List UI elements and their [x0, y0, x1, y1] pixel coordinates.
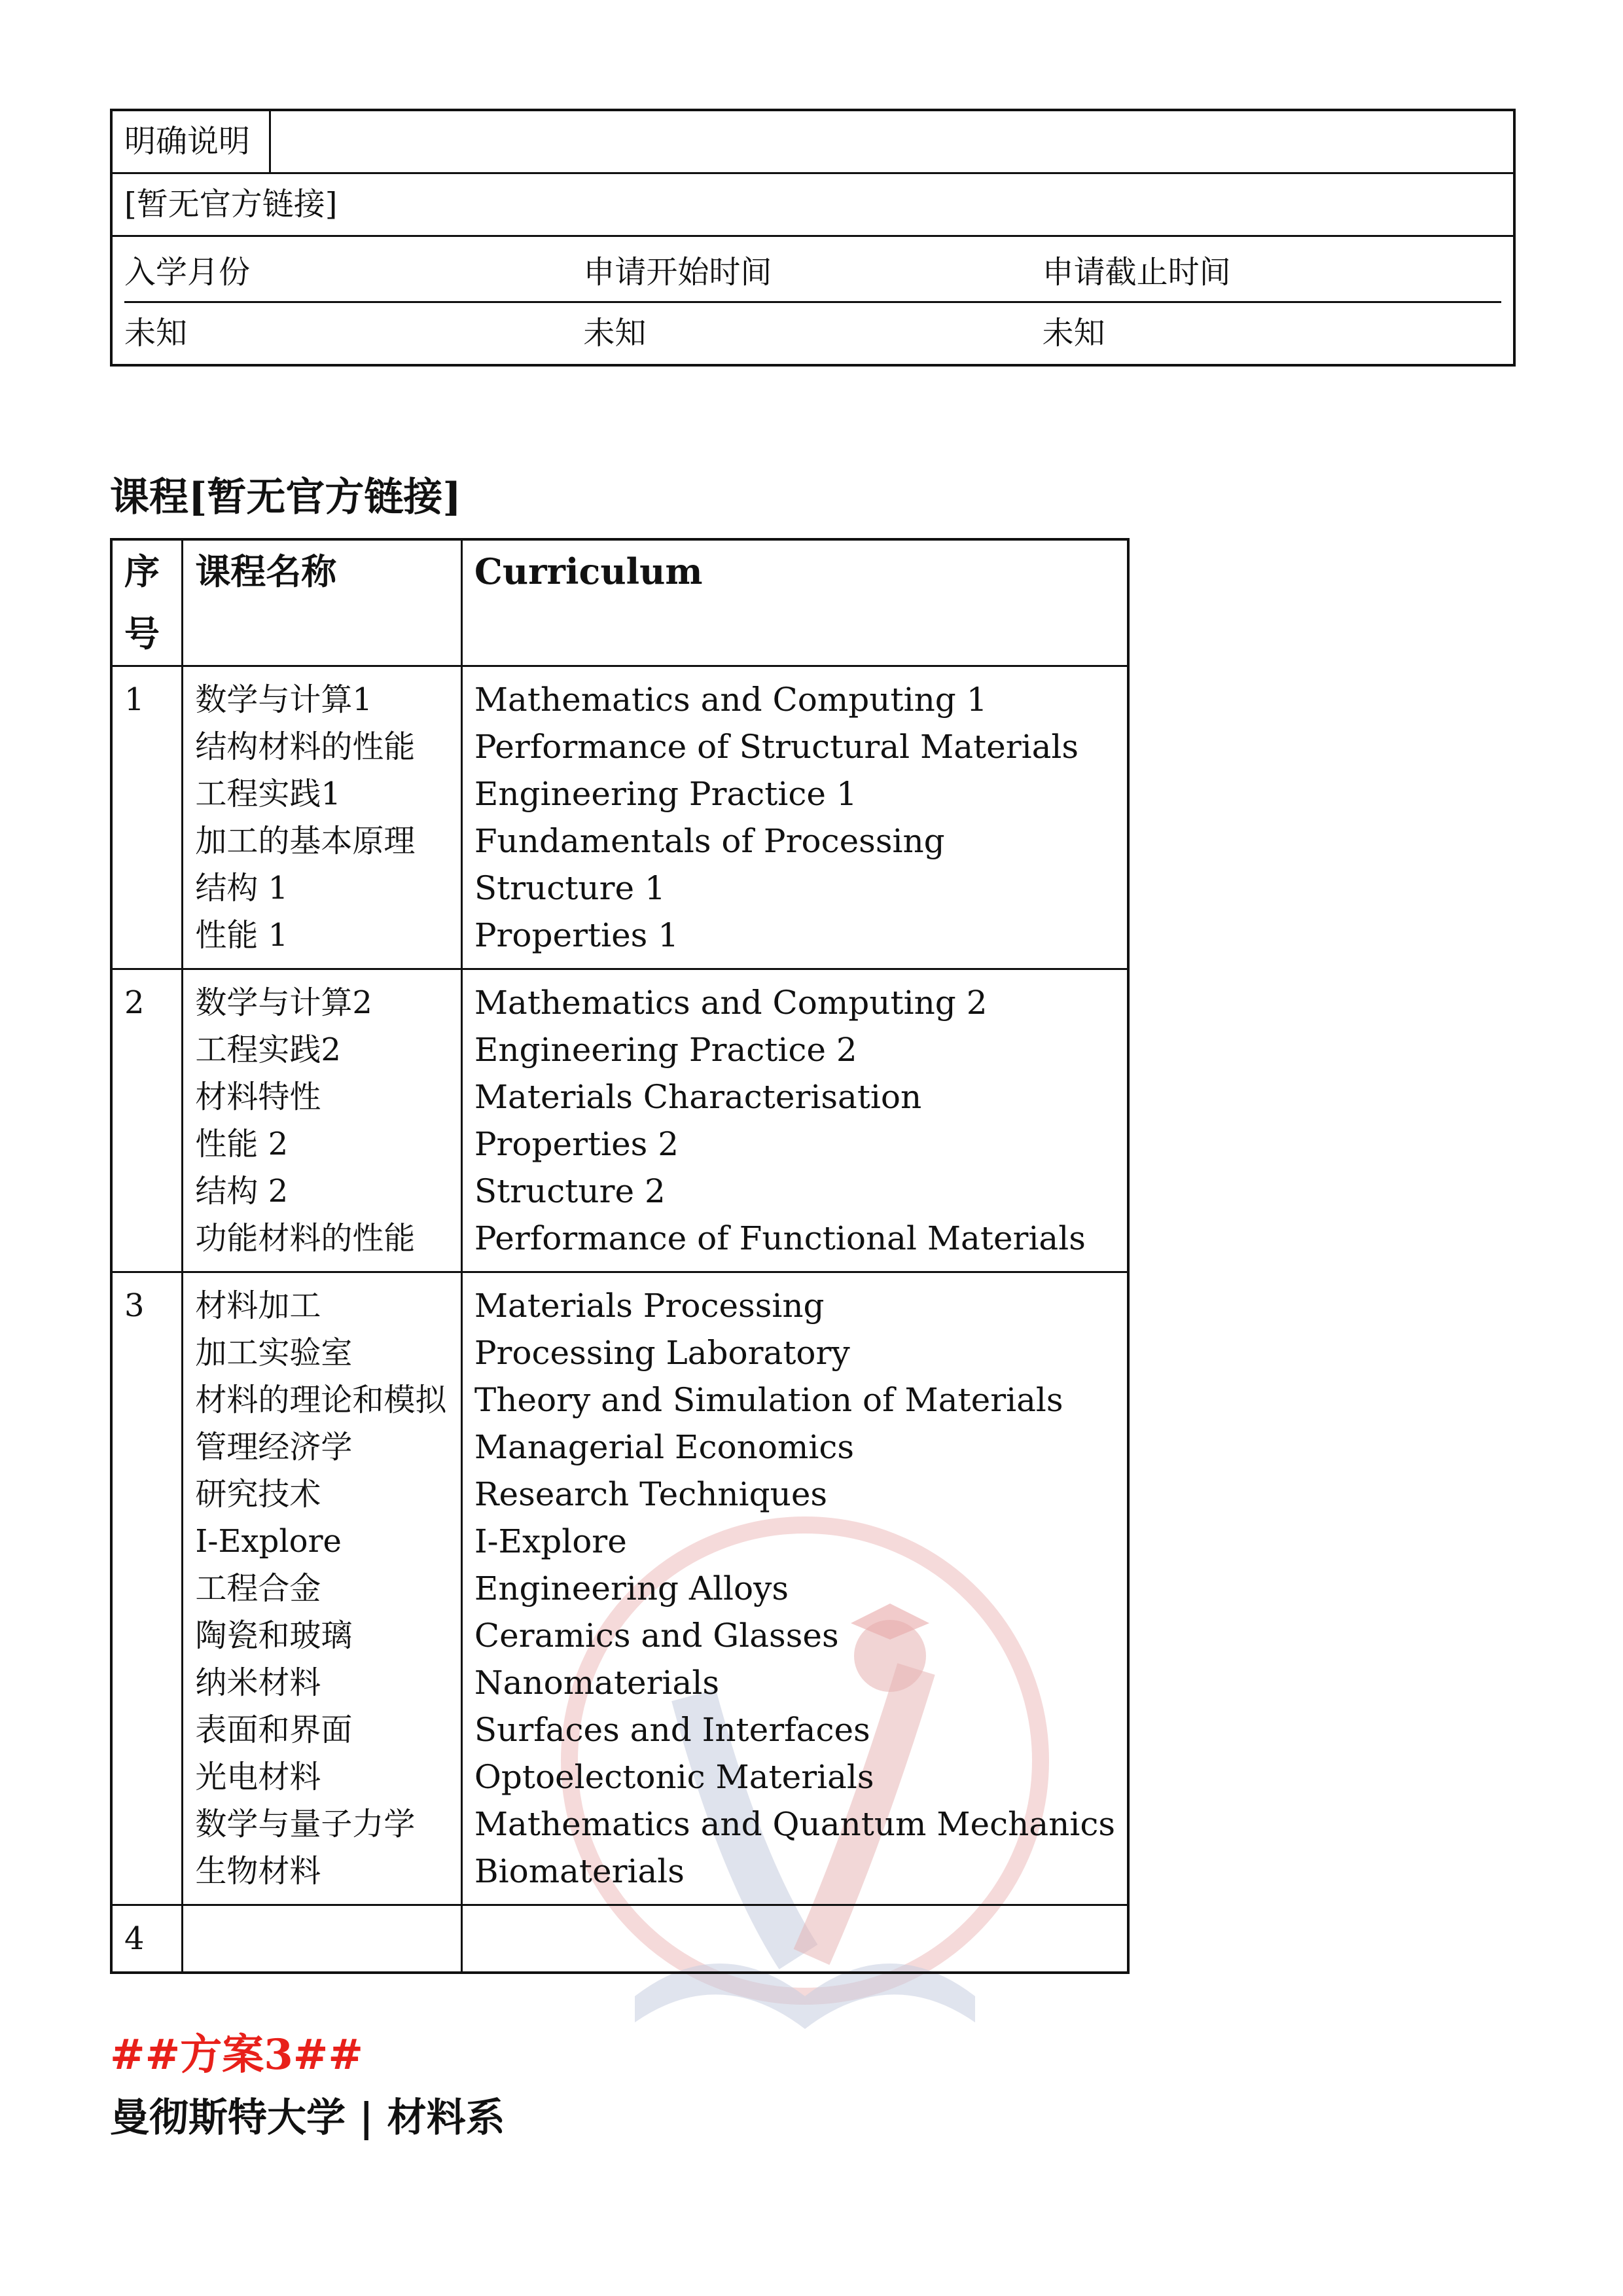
- course-name-en: Optoelectonic Materials: [474, 1758, 874, 1796]
- course-name-en: Engineering Practice 1: [474, 775, 857, 813]
- course-name-en: Ceramics and Glasses: [474, 1617, 839, 1655]
- application-deadline-value: 未知: [1042, 315, 1105, 351]
- course-name-cn: 纳米材料: [195, 1664, 321, 1701]
- course-name-en: Engineering Alloys: [474, 1570, 789, 1607]
- course-name-en: Engineering Practice 2: [474, 1031, 857, 1069]
- course-name-en: Performance of Functional Materials: [474, 1219, 1086, 1257]
- link-note: [暂无官方链接]: [113, 174, 1513, 237]
- course-name-cn: 材料加工: [195, 1287, 321, 1324]
- course-name-cn: 加工的基本原理: [195, 823, 416, 859]
- course-names-en: [461, 969, 1128, 1272]
- header-course-name: 课程名称: [183, 539, 462, 666]
- course-name-cn: 工程实践1: [195, 776, 341, 812]
- course-name-cn: 材料特性: [195, 1079, 321, 1115]
- course-name-cn: 工程合金: [195, 1570, 321, 1607]
- course-name-en: Research Techniques: [474, 1475, 828, 1513]
- year-number: 1: [111, 666, 183, 969]
- course-name-cn: 性能 2: [195, 1126, 289, 1162]
- course-name-en: Performance of Structural Materials: [474, 728, 1079, 766]
- course-name-en: Structure 1: [474, 869, 666, 907]
- header-curriculum: Curriculum: [461, 539, 1128, 666]
- course-name-cn: 数学与计算2: [195, 984, 372, 1021]
- course-name-en: Materials Characterisation: [474, 1078, 922, 1116]
- table-row: [111, 666, 1128, 969]
- table-row: [111, 969, 1128, 1272]
- course-name-en: Materials Processing: [474, 1287, 825, 1325]
- course-names-en: [461, 1905, 1128, 1973]
- curriculum-header-row: [111, 539, 1128, 666]
- university-line: 曼彻斯特大学 | 材料系: [110, 2095, 505, 2141]
- section-title: 课程[暂无官方链接]: [110, 475, 461, 520]
- course-name-en: Fundamentals of Processing: [474, 822, 945, 860]
- application-start-header: 申请开始时间: [583, 254, 772, 291]
- course-names-cn: [183, 969, 462, 1272]
- course-name-cn: 加工实验室: [195, 1335, 353, 1371]
- course-name-cn: 材料的理论和模拟: [195, 1382, 447, 1418]
- clarification-row: [113, 111, 1513, 174]
- course-names-cn: [183, 1905, 462, 1973]
- intake-month-header: 入学月份: [124, 254, 251, 291]
- course-name-cn: I-Explore: [195, 1523, 342, 1560]
- course-names-cn: [183, 1272, 462, 1905]
- course-name-en: Structure 2: [474, 1172, 666, 1210]
- header-number: 序号: [111, 539, 183, 666]
- course-name-cn: 工程实践2: [195, 1031, 341, 1068]
- course-names-en: [461, 1272, 1128, 1905]
- table-row: [111, 1905, 1128, 1973]
- year-number: 3: [111, 1272, 183, 1905]
- course-name-en: Mathematics and Quantum Mechanics: [474, 1805, 1115, 1843]
- intake-month-value: 未知: [124, 315, 188, 351]
- dates-header-row: [124, 237, 1501, 303]
- course-name-en: Theory and Simulation of Materials: [474, 1381, 1063, 1419]
- dates-value-row: [124, 303, 1501, 364]
- year-number: 4: [111, 1905, 183, 1973]
- curriculum-table: [110, 538, 1130, 1974]
- plan-heading: ##方案3##: [110, 2030, 364, 2079]
- course-name-cn: 结构 1: [195, 870, 289, 906]
- course-name-en: Managerial Economics: [474, 1428, 855, 1466]
- course-name-cn: 结构 2: [195, 1173, 289, 1210]
- course-name-cn: 生物材料: [195, 1853, 321, 1890]
- application-start-value: 未知: [583, 315, 647, 351]
- course-name-cn: 数学与量子力学: [195, 1806, 416, 1842]
- course-name-en: Properties 2: [474, 1125, 679, 1163]
- application-info-table: [110, 109, 1516, 367]
- course-names-cn: [183, 666, 462, 969]
- clarification-label: 明确说明: [113, 111, 271, 172]
- course-name-en: Nanomaterials: [474, 1664, 719, 1702]
- course-name-cn: 功能材料的性能: [195, 1220, 416, 1257]
- course-name-en: Mathematics and Computing 2: [474, 984, 988, 1022]
- course-name-en: Properties 1: [474, 916, 679, 954]
- year-number: 2: [111, 969, 183, 1272]
- course-name-cn: 管理经济学: [195, 1429, 353, 1465]
- course-name-cn: 数学与计算1: [195, 681, 372, 718]
- curriculum-body: [111, 666, 1128, 1973]
- course-names-en: [461, 666, 1128, 969]
- course-name-en: Surfaces and Interfaces: [474, 1711, 870, 1749]
- table-row: [111, 1272, 1128, 1905]
- course-name-en: Mathematics and Computing 1: [474, 681, 988, 719]
- application-deadline-header: 申请截止时间: [1042, 254, 1231, 291]
- course-name-en: Biomaterials: [474, 1852, 685, 1890]
- course-name-cn: 性能 1: [195, 917, 289, 954]
- course-name-en: Processing Laboratory: [474, 1334, 850, 1372]
- course-name-en: I-Explore: [474, 1522, 627, 1560]
- course-name-cn: 研究技术: [195, 1476, 321, 1513]
- course-name-cn: 表面和界面: [195, 1712, 353, 1748]
- course-name-cn: 陶瓷和玻璃: [195, 1617, 353, 1654]
- course-name-cn: 结构材料的性能: [195, 728, 416, 765]
- course-name-cn: 光电材料: [195, 1759, 321, 1795]
